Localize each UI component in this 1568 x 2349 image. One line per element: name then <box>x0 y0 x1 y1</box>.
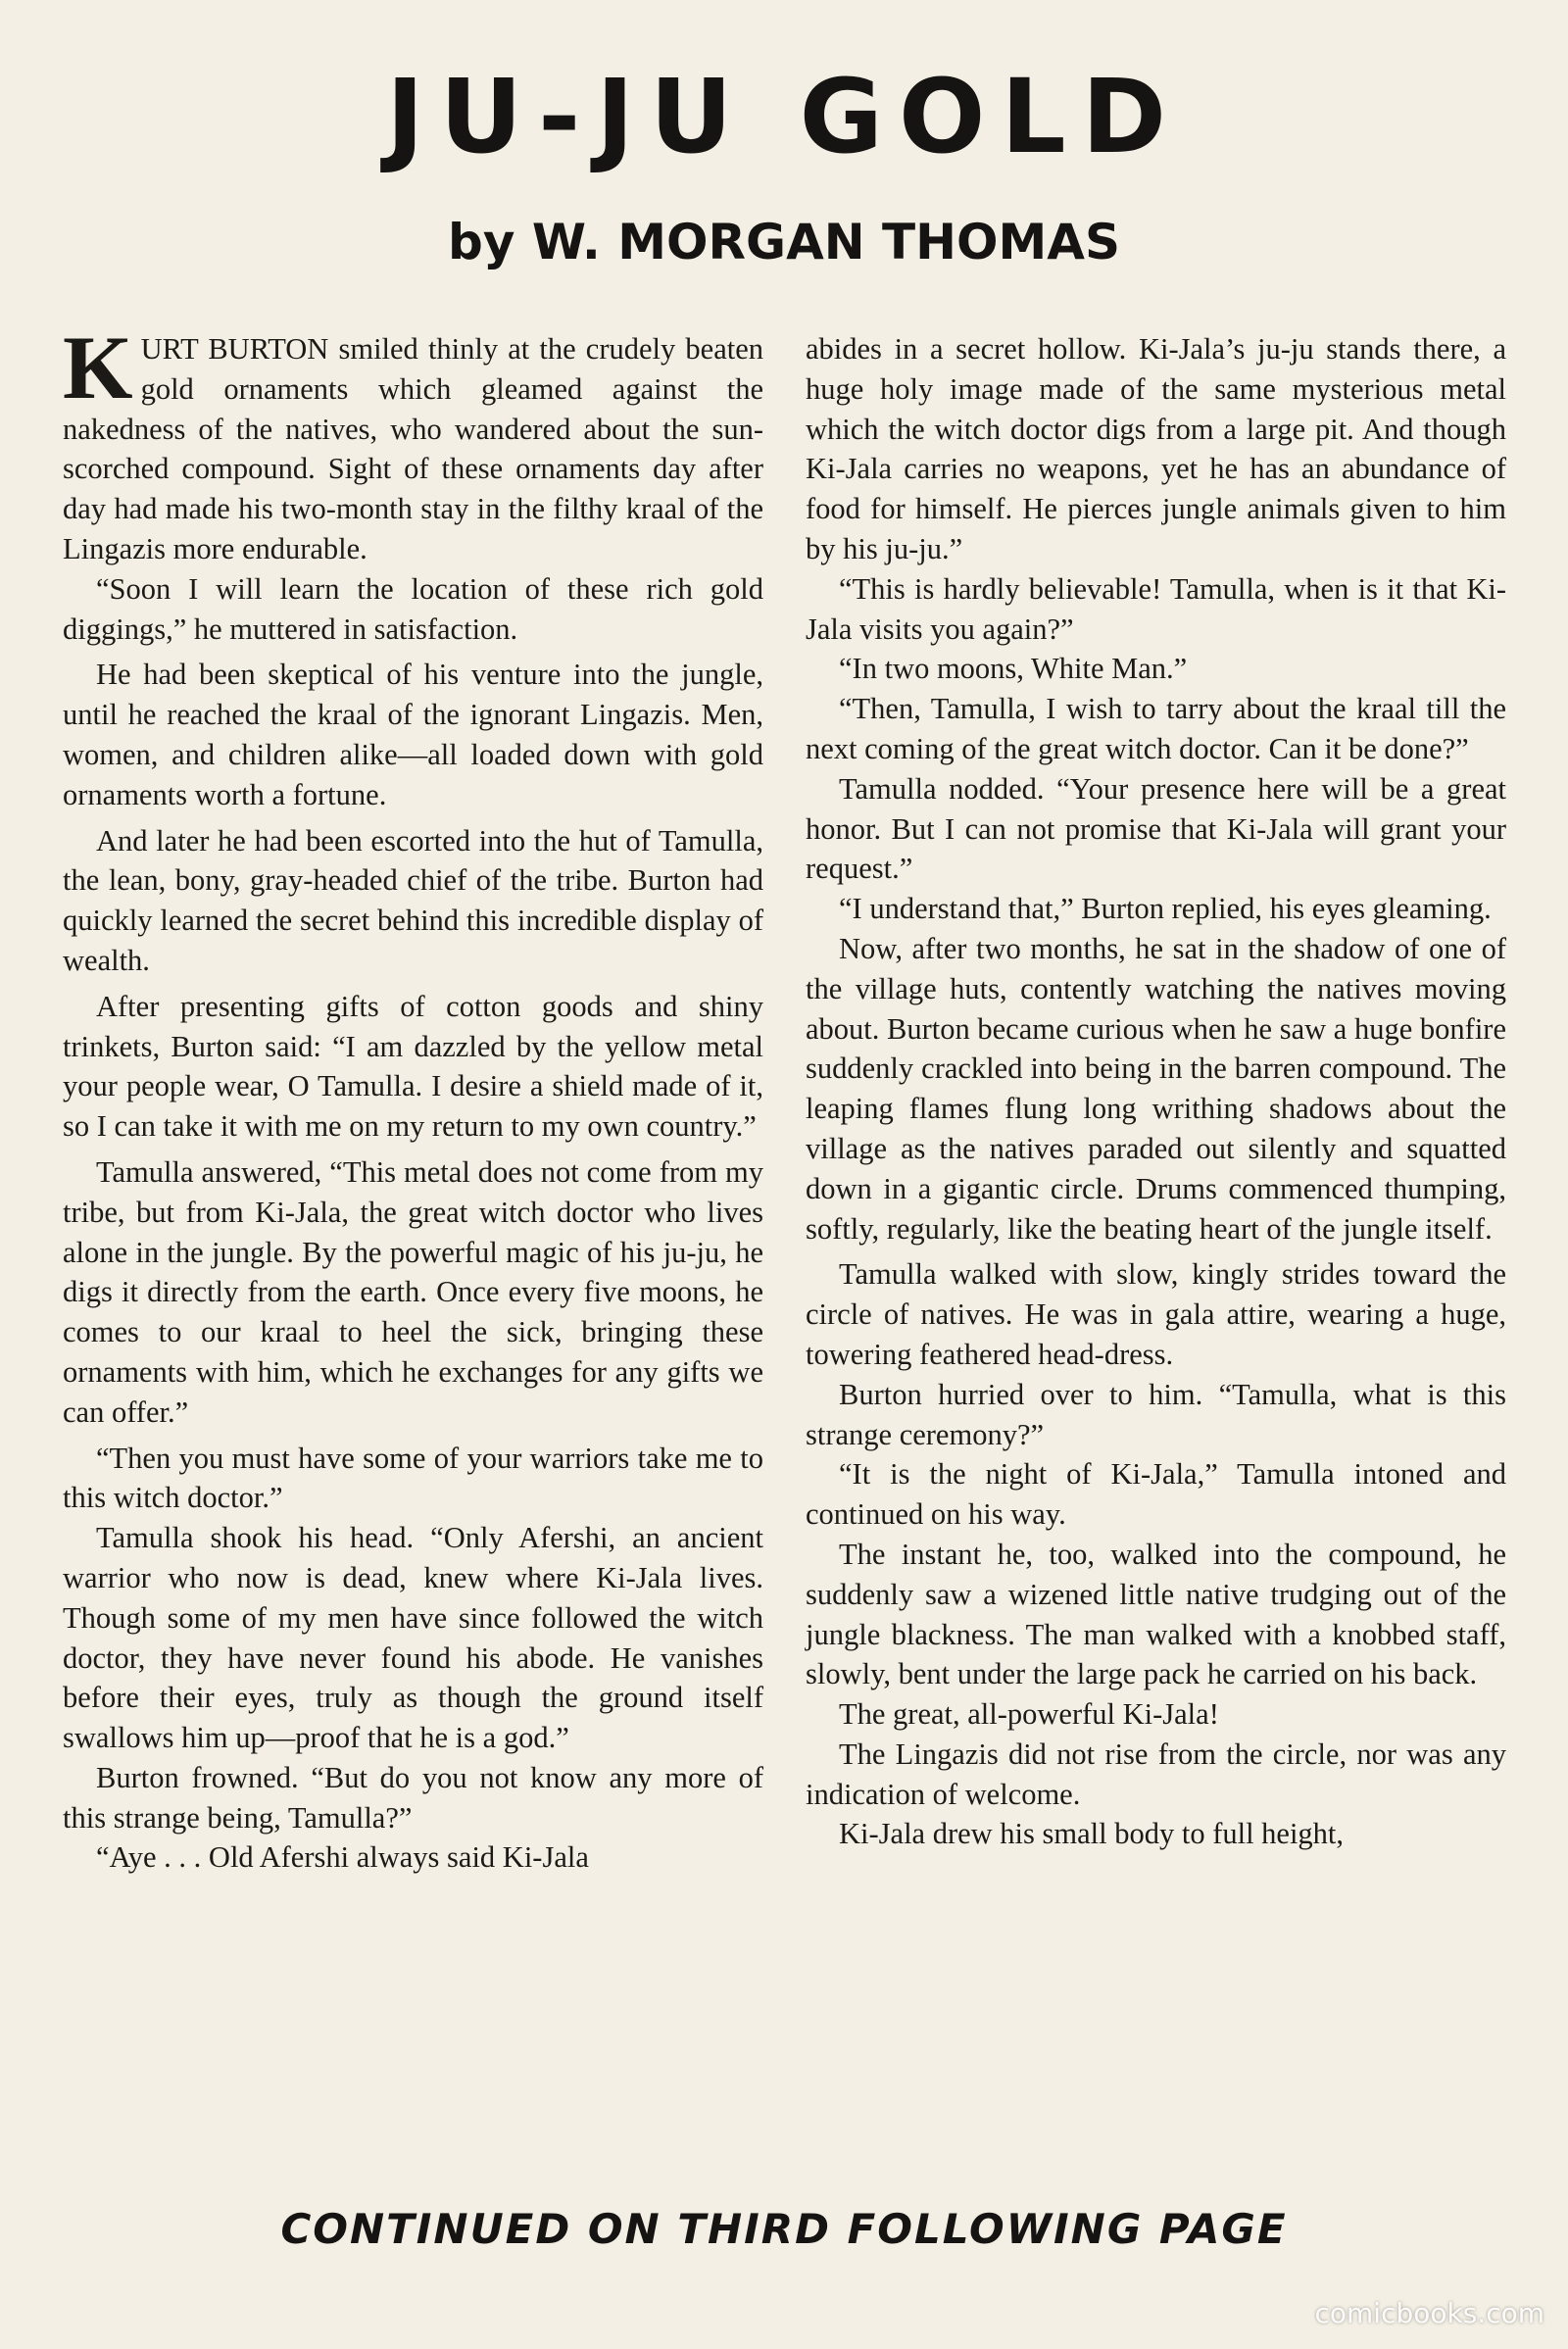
paragraph: “Then you must have some of your warriors take me to this witch doctor.” <box>63 1441 763 1515</box>
site-watermark: comicbooks.com <box>1314 2297 1544 2329</box>
paragraph: “It is the night of Ki-Jala,” Tamulla intoned and continued on his way. <box>806 1457 1506 1532</box>
paragraph: The great, all-powerful Ki-Jala! <box>839 1697 1219 1732</box>
paragraph: Tamulla walked with slow, kingly strides toward the circle of natives. He was in gala attire, wearing a huge, towering feathered head-dress. <box>806 1257 1506 1371</box>
paragraph: Burton hurried over to him. “Tamulla, what is this strange ceremony?” <box>806 1377 1506 1451</box>
continued-paragraph: abides in a secret hollow. Ki-Jala’s ju-ju stands there, a huge holy image made of the same mysterious metal which the witch doctor digs from a large pit. And though Ki-Jala carries no weapons, yet he has an abundance of food for himself. He pierces jungle animals given to him by his ju-ju.” <box>806 332 1506 565</box>
paragraph: “Soon I will learn the location of these rich gold diggings,” he muttered in satisfaction. <box>63 571 763 646</box>
drop-cap: K <box>63 318 133 417</box>
paragraph: “Then, Tamulla, I wish to tarry about the kraal till the next coming of the great witch doctor. Can it be done?” <box>806 692 1506 765</box>
paragraph: The instant he, too, walked into the compound, he suddenly saw a wizened little native trudging out of the jungle blackness. The man walked with a knobbed staff, slowly, bent under the large pack he carried on his back. <box>806 1537 1506 1691</box>
paragraph: And later he had been escorted into the hut of Tamulla, the lean, bony, gray-headed chief of the tribe. Burton had quickly learned the secret behind this incredible display of wealth. <box>63 823 763 977</box>
paragraph: “This is hardly believable! Tamulla, when is it that Ki-Jala visits you again?” <box>806 571 1506 646</box>
story-title: JU-JU GOLD <box>385 57 1183 176</box>
paragraph: Tamulla answered, “This metal does not come from my tribe, but from Ki-Jala, the great witch doctor who lives alone in the jungle. By the powerful magic of his ju-ju, he digs it directly from the earth. Once every five moons, he comes to our kraal to heel the sick, bringing these ornaments with him, which he exchanges for any gifts we can offer.” <box>63 1154 763 1429</box>
paragraph: Burton frowned. “But do you not know any more of this strange being, Tamulla?” <box>63 1760 763 1835</box>
paragraph: The Lingazis did not rise from the circle, nor was any indication of welcome. <box>806 1737 1506 1811</box>
paragraph: He had been skeptical of his venture into the jungle, until he reached the kraal of the ignorant Lingazis. Men, women, and children alike—all loaded down with gold ornaments worth a fortune. <box>63 658 763 811</box>
left-column <box>63 318 763 1878</box>
paragraph: Ki-Jala drew his small body to full height, <box>839 1817 1345 1851</box>
right-column <box>806 329 1506 1854</box>
author-byline: by W. MORGAN THOMAS <box>448 214 1120 270</box>
continued-notice: CONTINUED ON THIRD FOLLOWING PAGE <box>280 2205 1288 2253</box>
opening-paragraph <box>63 318 763 569</box>
paragraph-text: URT BURTON smiled thinly at the crudely beaten gold ornaments which gleamed against the nakedness of the natives, who wandered about the sun-scorched compound. Sight of these ornaments day after day had made his two-month stay in the filthy kraal of the Lingazis more endurable. <box>63 332 763 565</box>
paragraph: “Aye . . . Old Afershi always said Ki-Jala <box>96 1840 589 1875</box>
paragraph: “In two moons, White Man.” <box>839 652 1188 686</box>
paragraph: “I understand that,” Burton replied, his eyes gleaming. <box>839 892 1492 926</box>
paragraph: Now, after two months, he sat in the shadow of one of the village huts, contently watching the natives moving about. Burton became curious when he saw a huge bonfire suddenly crackled into being in the barren compound. The leaping flames flung long writhing shadows about the village as the natives paraded out silently and squatted down in a gigantic circle. Drums commenced thumping, softly, regularly, like the beating heart of the jungle itself. <box>806 931 1506 1246</box>
paragraph: After presenting gifts of cotton goods and shiny trinkets, Burton said: “I am dazzled by the yellow metal your people wear, O Tamulla. I desire a shield made of it, so I can take it with me on my return to my own country.” <box>63 989 763 1144</box>
paragraph: Tamulla shook his head. “Only Afershi, an ancient warrior who now is dead, knew where Ki-Jala lives. Though some of my men have since followed the witch doctor, they have never found his abode. He vanishes before their eyes, truly as though the ground itself swallows him up—proof that he is a god.” <box>63 1521 763 1755</box>
paragraph: Tamulla nodded. “Your presence here will be a great honor. But I can not promise that Ki-Jala will grant your request.” <box>806 771 1506 886</box>
